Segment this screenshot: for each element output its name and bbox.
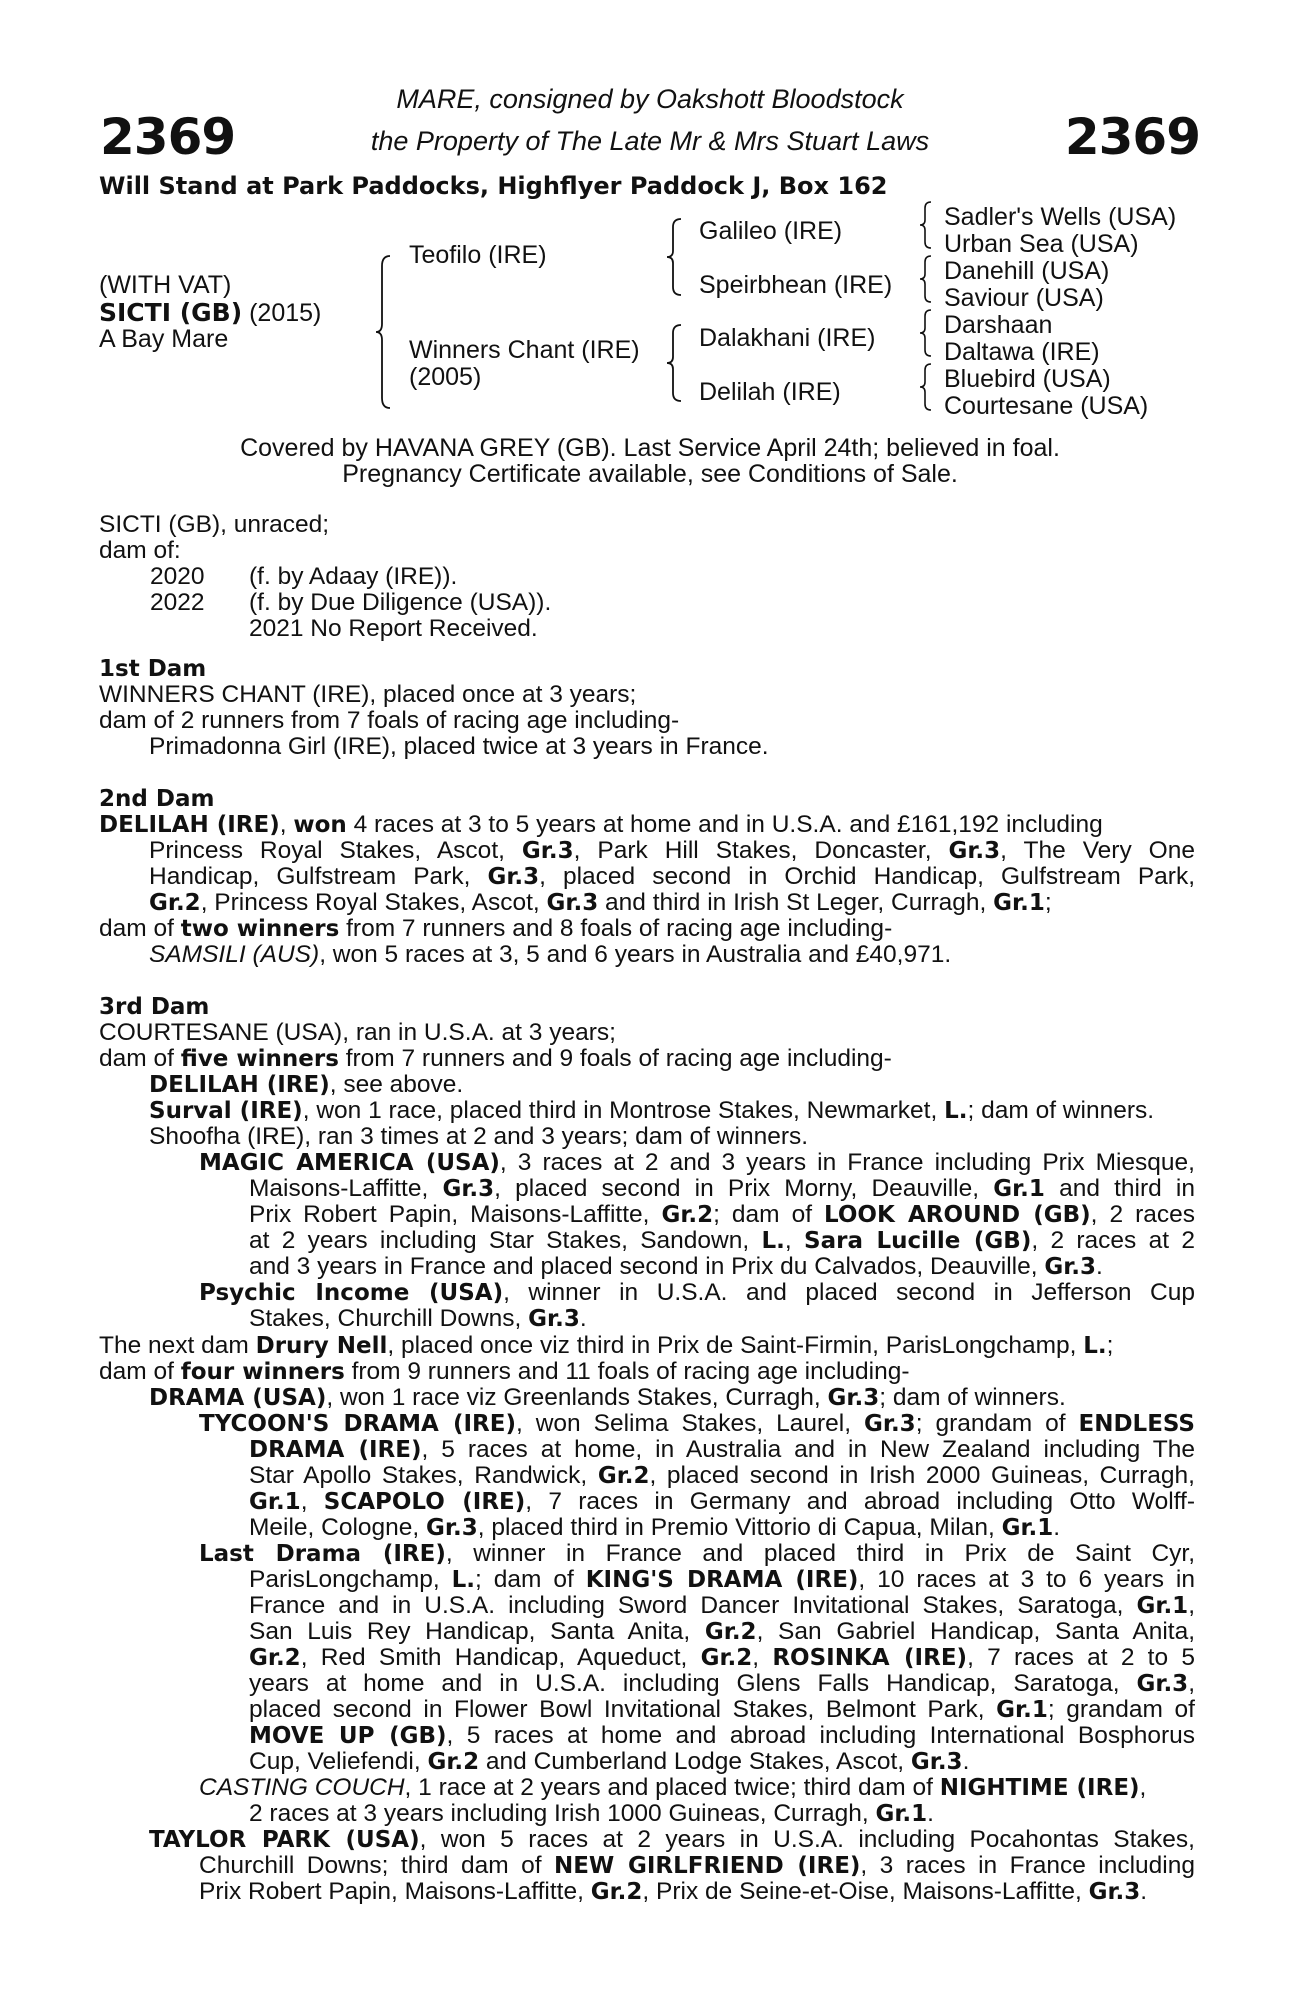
produce-intro-2: dam of: bbox=[99, 537, 181, 564]
text: , 3 races at 2 and 3 years in France including Prix Miesque, bbox=[499, 1149, 1195, 1176]
grade: L. bbox=[1083, 1333, 1107, 1359]
text: . bbox=[927, 1800, 934, 1827]
text: , placed third in Premio Vittorio di Capua, Milan, bbox=[477, 1514, 1002, 1541]
third-dam-heading: 3rd Dam bbox=[99, 994, 210, 1020]
text: , see above. bbox=[329, 1071, 464, 1098]
second-dam-section bbox=[99, 786, 1195, 968]
third-dam-line bbox=[99, 1150, 1195, 1176]
grade: L. bbox=[451, 1567, 476, 1593]
next-dam-line bbox=[99, 1411, 1195, 1437]
next-dam-line bbox=[99, 1827, 1195, 1853]
next-dam-line bbox=[99, 1437, 1195, 1463]
grade: Gr.2 bbox=[661, 1202, 714, 1228]
text: , Red Smith Handicap, Aqueduct, bbox=[300, 1644, 701, 1671]
third-dam-line bbox=[99, 1202, 1195, 1228]
pedigree-gen3-2: Urban Sea (USA) bbox=[944, 230, 1139, 258]
first-dam-line: dam of 2 runners from 7 foals of racing age including- bbox=[99, 707, 680, 734]
horse-name: TYCOON'S DRAMA (IRE) bbox=[199, 1411, 516, 1437]
next-dam-line bbox=[99, 1463, 1195, 1489]
text: , Prix de Seine-et-Oise, Maisons-Laffitte, bbox=[642, 1878, 1089, 1905]
next-dam-line bbox=[99, 1879, 1195, 1905]
horse-name: MAGIC AMERICA (USA) bbox=[199, 1150, 500, 1176]
second-dam-line bbox=[99, 864, 1195, 890]
produce-intro: SICTI (GB), unraced; bbox=[99, 511, 330, 538]
horse-name: MOVE UP (GB) bbox=[249, 1723, 447, 1749]
grade: Gr.1 bbox=[1001, 1515, 1054, 1541]
pedigree-gen2-1: Galileo (IRE) bbox=[699, 217, 843, 245]
next-dam-line bbox=[99, 1645, 1195, 1671]
text: , 2 races bbox=[1090, 1201, 1195, 1228]
text: , 5 races at home, in Australia and in New Zealand including The bbox=[421, 1436, 1195, 1463]
produce-row bbox=[99, 616, 1195, 642]
text: from 9 runners and 11 foals of racing age including- bbox=[344, 1358, 910, 1385]
text: ; dam of bbox=[713, 1201, 825, 1228]
horse-name: Surval (IRE) bbox=[149, 1098, 303, 1124]
grade: Gr.3 bbox=[827, 1385, 880, 1411]
grade: Gr.3 bbox=[1136, 1671, 1189, 1697]
pedigree-brace-7 bbox=[918, 362, 934, 412]
grade: Gr.3 bbox=[528, 1306, 580, 1332]
third-dam-line: COURTESANE (USA), ran in U.S.A. at 3 years; bbox=[99, 1019, 616, 1046]
text: . bbox=[962, 1748, 970, 1775]
pedigree-gen3-8: Courtesane (USA) bbox=[944, 392, 1149, 420]
text: from 7 runners and 8 foals of racing age including- bbox=[339, 915, 893, 942]
text: ; bbox=[1044, 889, 1052, 916]
horse-name: DELILAH (IRE) bbox=[149, 1072, 330, 1098]
next-dam-line bbox=[99, 1489, 1195, 1515]
text: , San Gabriel Handicap, Santa Anita, bbox=[756, 1618, 1196, 1645]
pedigree-gen3-3: Danehill (USA) bbox=[944, 257, 1110, 285]
next-dam-line bbox=[99, 1385, 1195, 1411]
text: from 7 runners and 9 foals of racing age including- bbox=[338, 1045, 892, 1072]
text: and third in Irish St Leger, Curragh, bbox=[598, 889, 994, 916]
second-dam-heading: 2nd Dam bbox=[99, 786, 215, 812]
produce-record bbox=[99, 512, 1195, 642]
horse-description: A Bay Mare bbox=[99, 325, 229, 353]
text: ParisLongchamp, bbox=[249, 1566, 452, 1593]
next-dam-line bbox=[99, 1723, 1195, 1749]
dam-name: Winners Chant (IRE) bbox=[409, 336, 640, 364]
next-dam-line bbox=[99, 1359, 1195, 1385]
text: , placed once viz third in Prix de Saint-Firmin, ParisLongchamp, bbox=[387, 1332, 1084, 1359]
text: , winner in France and placed third in Prix de Saint Cyr, bbox=[445, 1540, 1195, 1567]
grade: Gr.3 bbox=[426, 1515, 478, 1541]
sire-name: Teofilo (IRE) bbox=[409, 241, 547, 269]
pedigree-gen2-3: Dalakhani (IRE) bbox=[699, 324, 876, 352]
pedigree-brace-4 bbox=[918, 200, 934, 250]
next-dam-line bbox=[99, 1541, 1195, 1567]
text: Maisons-Laffitte, bbox=[249, 1175, 443, 1202]
produce-text: (f. by Adaay (IRE)). bbox=[249, 563, 458, 590]
produce-year: 2020 bbox=[150, 563, 205, 590]
second-dam-line bbox=[99, 890, 1195, 916]
text: and 3 years in France and placed second in Prix du Calvados, Deauville, bbox=[249, 1253, 1045, 1280]
grade: Gr.2 bbox=[704, 1619, 757, 1645]
first-dam-heading: 1st Dam bbox=[99, 656, 207, 682]
grade: Gr.3 bbox=[864, 1411, 916, 1437]
grade: Gr.3 bbox=[1044, 1254, 1097, 1280]
grade: Gr.3 bbox=[948, 838, 1001, 864]
text: , bbox=[1139, 1774, 1147, 1801]
grade: Gr.1 bbox=[993, 890, 1045, 916]
grade: Gr.1 bbox=[875, 1801, 928, 1827]
third-dam-line: Shoofha (IRE), ran 3 times at 2 and 3 years; dam of winners. bbox=[149, 1123, 809, 1150]
covering-line-2: Pregnancy Certificate available, see Conditions of Sale. bbox=[342, 460, 958, 488]
grade: Gr.3 bbox=[521, 838, 574, 864]
pedigree-brace-2 bbox=[665, 217, 685, 297]
lot-number-left: 2369 bbox=[100, 108, 236, 166]
third-dam-line bbox=[99, 1072, 1195, 1098]
text: years at home and in U.S.A. including Glens Falls Handicap, Saratoga, bbox=[249, 1670, 1137, 1697]
horse-year: (2015) bbox=[249, 299, 322, 327]
produce-text: (f. by Due Diligence (USA)). bbox=[249, 589, 552, 616]
text: 2 races at 3 years including Irish 1000 Guineas, Curragh, bbox=[249, 1800, 876, 1827]
text: Prix Robert Papin, Maisons-Laffitte, bbox=[249, 1201, 662, 1228]
third-dam-section bbox=[99, 994, 1195, 1332]
third-dam-line bbox=[99, 1254, 1195, 1280]
text: , won 1 race viz Greenlands Stakes, Curragh, bbox=[326, 1384, 828, 1411]
pedigree-gen3-5: Darshaan bbox=[944, 311, 1053, 339]
horse-name: Psychic Income (USA) bbox=[199, 1280, 504, 1306]
text: ; dam of winners. bbox=[879, 1384, 1066, 1411]
text: , bbox=[784, 1227, 805, 1254]
text: dam of bbox=[99, 1358, 181, 1385]
horse-name: SAMSILI (AUS) bbox=[149, 941, 320, 968]
text: ; dam of winners. bbox=[967, 1097, 1155, 1124]
text: San Luis Rey Handicap, Santa Anita, bbox=[249, 1618, 705, 1645]
text: , 10 races at 3 to 6 years in bbox=[858, 1566, 1195, 1593]
winners-count: two winners bbox=[180, 916, 340, 942]
second-dam-line bbox=[99, 916, 1195, 942]
text: Prix Robert Papin, Maisons-Laffitte, bbox=[199, 1878, 591, 1905]
stand-location: Will Stand at Park Paddocks, Highflyer Paddock J, Box 162 bbox=[99, 172, 888, 200]
consignment-line-1: MARE, consigned by Oakshott Bloodstock bbox=[396, 84, 904, 114]
text: The next dam bbox=[99, 1332, 256, 1359]
grade: Gr.3 bbox=[487, 864, 540, 890]
text: 4 races at 3 to 5 years at home and in U.S.A. and £161,192 including bbox=[353, 811, 1103, 838]
pedigree-brace-6 bbox=[918, 308, 934, 358]
horse-name: DELILAH (IRE) bbox=[99, 812, 280, 838]
text: . bbox=[1096, 1253, 1103, 1280]
grade: Gr.3 bbox=[910, 1749, 963, 1775]
first-dam-line: Primadonna Girl (IRE), placed twice at 3 years in France. bbox=[149, 733, 769, 760]
text: Stakes, Churchill Downs, bbox=[249, 1305, 529, 1332]
text: , winner in U.S.A. and placed second in Jefferson Cup bbox=[503, 1279, 1196, 1306]
pedigree-brace-5 bbox=[918, 254, 934, 304]
horse-name: ROSINKA (IRE) bbox=[772, 1645, 968, 1671]
next-dam-line bbox=[99, 1801, 1195, 1827]
grade: L. bbox=[761, 1228, 785, 1254]
next-dam-line bbox=[99, 1567, 1195, 1593]
next-dam-line bbox=[99, 1775, 1195, 1801]
text: , bbox=[1188, 1592, 1195, 1619]
horse-name: NIGHTIME (IRE) bbox=[939, 1775, 1140, 1801]
produce-text: 2021 No Report Received. bbox=[249, 615, 538, 642]
horse-name: SCAPOLO (IRE) bbox=[323, 1489, 526, 1515]
pedigree-gen3-1: Sadler's Wells (USA) bbox=[944, 203, 1177, 231]
won-text: won bbox=[293, 812, 347, 838]
text: . bbox=[1053, 1514, 1061, 1541]
horse-name: TAYLOR PARK (USA) bbox=[149, 1827, 420, 1853]
text: , won 1 race, placed third in Montrose Stakes, Newmarket, bbox=[302, 1097, 945, 1124]
text: at 2 years including Star Stakes, Sandown, bbox=[249, 1227, 762, 1254]
horse-name: DRAMA (USA) bbox=[149, 1385, 327, 1411]
pedigree-gen3-7: Bluebird (USA) bbox=[944, 365, 1111, 393]
dam-year: (2005) bbox=[409, 363, 482, 391]
vat-note: (WITH VAT) bbox=[99, 271, 232, 299]
next-dam-line bbox=[99, 1749, 1195, 1775]
horse-name: CASTING COUCH bbox=[199, 1774, 405, 1801]
produce-row bbox=[99, 564, 1195, 590]
text: , bbox=[300, 1488, 324, 1515]
pedigree-brace-3 bbox=[665, 323, 685, 403]
text: Churchill Downs; third dam of bbox=[199, 1852, 554, 1879]
text: , won 5 races at 2 years in U.S.A. including Pocahontas Stakes, bbox=[419, 1826, 1195, 1853]
grade: Gr.1 bbox=[993, 1176, 1045, 1202]
text: , Princess Royal Stakes, Ascot, bbox=[200, 889, 547, 916]
horse-name: DRAMA (IRE) bbox=[249, 1437, 422, 1463]
next-dam-line bbox=[99, 1593, 1195, 1619]
text: , 3 races in France including bbox=[860, 1852, 1195, 1879]
text: Cup, Veliefendi, bbox=[249, 1748, 428, 1775]
horse-name: Drury Nell bbox=[255, 1333, 388, 1359]
grade: Gr.2 bbox=[427, 1749, 480, 1775]
grade: Gr.2 bbox=[700, 1645, 753, 1671]
text: Princess Royal Stakes, Ascot, bbox=[149, 837, 522, 864]
text: , 7 races in Germany and abroad including Otto Wolff- bbox=[525, 1488, 1195, 1515]
text: , placed second in Prix Morny, Deauville, bbox=[494, 1175, 994, 1202]
grade: Gr.2 bbox=[249, 1645, 301, 1671]
horse-name: Last Drama (IRE) bbox=[199, 1541, 446, 1567]
text: and Cumberland Lodge Stakes, Ascot, bbox=[479, 1748, 911, 1775]
text: . bbox=[579, 1305, 587, 1332]
covering-line-1: Covered by HAVANA GREY (GB). Last Service April 24th; believed in foal. bbox=[240, 434, 1060, 462]
winners-count: four winners bbox=[180, 1359, 345, 1385]
text: , The Very One bbox=[1000, 837, 1195, 864]
third-dam-line bbox=[99, 1280, 1195, 1306]
text: , 5 races at home and abroad including International Bosphorus bbox=[446, 1722, 1195, 1749]
text: France and in U.S.A. including Sword Dancer Invitational Stakes, Saratoga, bbox=[249, 1592, 1137, 1619]
horse-name: Sara Lucille (GB) bbox=[804, 1228, 1032, 1254]
horse-name: LOOK AROUND (GB) bbox=[824, 1202, 1091, 1228]
pedigree-gen3-6: Daltawa (IRE) bbox=[944, 338, 1100, 366]
text: , won Selima Stakes, Laurel, bbox=[515, 1410, 864, 1437]
next-dam-line bbox=[99, 1619, 1195, 1645]
next-dam-section bbox=[99, 1333, 1195, 1905]
pedigree-gen2-4: Delilah (IRE) bbox=[699, 378, 841, 406]
pedigree-brace-1 bbox=[374, 254, 394, 410]
horse-name-line bbox=[99, 299, 321, 327]
text: Star Apollo Stakes, Randwick, bbox=[249, 1462, 598, 1489]
second-dam-line: DELILAH (IRE), won 4 races at 3 to 5 years at home and in U.S.A. and £161,192 including bbox=[99, 811, 1103, 838]
consignment-line-2: the Property of The Late Mr & Mrs Stuart Laws bbox=[370, 126, 930, 156]
grade: Gr.3 bbox=[546, 890, 599, 916]
grade: Gr.1 bbox=[996, 1697, 1048, 1723]
text: ; grandam of bbox=[1047, 1696, 1195, 1723]
grade: Gr.1 bbox=[249, 1489, 301, 1515]
next-dam-line bbox=[99, 1333, 1195, 1359]
text: , 2 races at 2 bbox=[1031, 1227, 1195, 1254]
horse-name: KING'S DRAMA (IRE) bbox=[585, 1567, 859, 1593]
third-dam-line bbox=[99, 1228, 1195, 1254]
pedigree-gen2-2: Speirbhean (IRE) bbox=[699, 271, 893, 299]
text: ; grandam of bbox=[915, 1410, 1079, 1437]
text: , won 5 races at 3, 5 and 6 years in Australia and £40,971. bbox=[319, 941, 952, 968]
next-dam-line bbox=[99, 1697, 1195, 1723]
pedigree-gen3-4: Saviour (USA) bbox=[944, 284, 1104, 312]
third-dam-line bbox=[99, 1306, 1195, 1332]
text: , placed second in Orchid Handicap, Gulfstream Park, bbox=[539, 863, 1195, 890]
third-dam-line bbox=[99, 1046, 1195, 1072]
grade: Gr.1 bbox=[1136, 1593, 1189, 1619]
second-dam-line bbox=[99, 942, 1195, 968]
text: , Park Hill Stakes, Doncaster, bbox=[573, 837, 949, 864]
text: ; dam of bbox=[475, 1566, 586, 1593]
text: , placed second in Irish 2000 Guineas, Curragh, bbox=[649, 1462, 1195, 1489]
grade: Gr.3 bbox=[442, 1176, 495, 1202]
text: Meile, Cologne, bbox=[249, 1514, 427, 1541]
grade: L. bbox=[944, 1098, 968, 1124]
first-dam-section bbox=[99, 656, 1195, 760]
next-dam-line bbox=[99, 1853, 1195, 1879]
first-dam-line: WINNERS CHANT (IRE), placed once at 3 years; bbox=[99, 681, 637, 708]
grade: Gr.2 bbox=[149, 890, 201, 916]
text: Handicap, Gulfstream Park, bbox=[149, 863, 488, 890]
next-dam-line bbox=[99, 1515, 1195, 1541]
text: , 1 race at 2 years and placed twice; third dam of bbox=[404, 1774, 940, 1801]
lot-number-right: 2369 bbox=[1064, 108, 1200, 166]
text: ; bbox=[1106, 1332, 1114, 1359]
text: dam of bbox=[99, 1045, 181, 1072]
next-dam-line bbox=[99, 1671, 1195, 1697]
text: , bbox=[1188, 1670, 1195, 1697]
third-dam-line bbox=[99, 1176, 1195, 1202]
grade: Gr.2 bbox=[590, 1879, 643, 1905]
produce-row bbox=[99, 590, 1195, 616]
second-dam-line bbox=[99, 838, 1195, 864]
text: placed second in Flower Bowl Invitational Stakes, Belmont Park, bbox=[249, 1696, 997, 1723]
text: , bbox=[752, 1644, 773, 1671]
produce-year: 2022 bbox=[150, 589, 205, 616]
winners-count: five winners bbox=[180, 1046, 339, 1072]
horse-name: ENDLESS bbox=[1078, 1411, 1196, 1437]
third-dam-line bbox=[99, 1098, 1195, 1124]
text: dam of bbox=[99, 915, 181, 942]
horse-name: NEW GIRLFRIEND (IRE) bbox=[553, 1853, 861, 1879]
text: . bbox=[1140, 1878, 1148, 1905]
text: , 7 races at 2 to 5 bbox=[967, 1644, 1195, 1671]
text: and third in bbox=[1044, 1175, 1196, 1202]
grade: Gr.2 bbox=[597, 1463, 650, 1489]
horse-name: SICTI (GB) bbox=[99, 298, 243, 327]
grade: Gr.3 bbox=[1088, 1879, 1141, 1905]
